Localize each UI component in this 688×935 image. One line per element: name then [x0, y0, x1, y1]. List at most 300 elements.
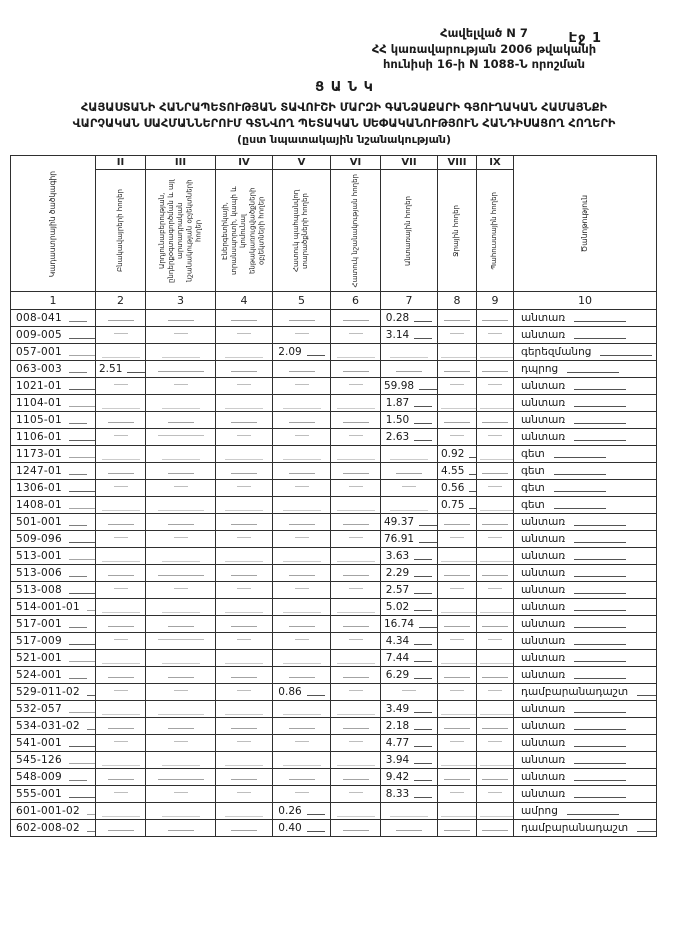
cadastral-code-cell: 521-001	[11, 650, 96, 667]
header-numeral: V	[273, 156, 331, 170]
value-cell	[216, 531, 273, 548]
column-number: 6	[331, 292, 381, 310]
table-row	[11, 378, 657, 395]
value-cell	[216, 667, 273, 684]
page-number: Էջ 1	[568, 31, 602, 46]
cadastral-code-cell: 601-001-02	[11, 803, 96, 820]
note-cell: անտառ	[514, 616, 657, 633]
value-cell: 49.37	[381, 514, 438, 531]
appendix-block	[294, 26, 674, 73]
value-cell	[331, 565, 381, 582]
value-cell	[96, 463, 146, 480]
value-cell	[146, 480, 216, 497]
value-cell	[273, 565, 331, 582]
table-row	[11, 310, 657, 327]
note-cell: անտառ	[514, 786, 657, 803]
column-number: 5	[273, 292, 331, 310]
value-cell	[216, 752, 273, 769]
value-cell	[96, 803, 146, 820]
value-cell	[331, 633, 381, 650]
header-col-8-label: Պահուստային հողեր	[490, 192, 499, 270]
value-cell	[331, 395, 381, 412]
value-cell: 0.26	[273, 803, 331, 820]
header-numeral: VIII	[438, 156, 477, 170]
value-cell	[477, 786, 514, 803]
header-col-cadastral-code	[11, 156, 96, 292]
cadastral-code-cell: 602-008-02	[11, 820, 96, 837]
table-row	[11, 361, 657, 378]
value-cell: 0.56	[438, 480, 477, 497]
value-cell	[146, 582, 216, 599]
value-cell: 3.63	[381, 548, 438, 565]
note-cell: ամրոց	[514, 803, 657, 820]
value-cell	[438, 718, 477, 735]
value-cell	[216, 582, 273, 599]
value-cell: 76.91	[381, 531, 438, 548]
value-cell	[477, 718, 514, 735]
value-cell	[146, 361, 216, 378]
value-cell	[96, 701, 146, 718]
value-cell	[438, 752, 477, 769]
table-row	[11, 718, 657, 735]
table-row	[11, 344, 657, 361]
value-cell	[438, 735, 477, 752]
value-cell	[146, 803, 216, 820]
value-cell: 3.94	[381, 752, 438, 769]
value-cell	[216, 650, 273, 667]
value-cell	[331, 361, 381, 378]
table-row	[11, 565, 657, 582]
table-row	[11, 701, 657, 718]
value-cell	[146, 514, 216, 531]
note-cell: անտառ	[514, 378, 657, 395]
value-cell	[96, 718, 146, 735]
table-row	[11, 531, 657, 548]
value-cell	[273, 548, 331, 565]
value-cell	[477, 650, 514, 667]
value-cell	[146, 616, 216, 633]
value-cell	[96, 412, 146, 429]
value-cell	[477, 395, 514, 412]
header-numeral: IV	[216, 156, 273, 170]
value-cell	[146, 344, 216, 361]
list-heading: ՑԱՆԿ	[315, 79, 380, 95]
note-cell: անտառ	[514, 565, 657, 582]
value-cell	[216, 684, 273, 701]
value-cell	[96, 548, 146, 565]
header-numeral: III	[146, 156, 216, 170]
note-cell: գետ	[514, 446, 657, 463]
value-cell	[477, 684, 514, 701]
value-cell	[381, 446, 438, 463]
value-cell: 9.42	[381, 769, 438, 786]
cadastral-code-cell: 548-009	[11, 769, 96, 786]
column-number: 4	[216, 292, 273, 310]
header-numeral: VI	[331, 156, 381, 170]
value-cell: 0.75	[438, 497, 477, 514]
value-cell	[331, 446, 381, 463]
header-col-4	[273, 170, 331, 292]
value-cell	[146, 599, 216, 616]
value-cell	[273, 327, 331, 344]
table-row	[11, 480, 657, 497]
value-cell	[146, 650, 216, 667]
table-row	[11, 820, 657, 837]
value-cell	[216, 616, 273, 633]
value-cell	[146, 667, 216, 684]
cadastral-code-cell: 1106-01	[11, 429, 96, 446]
value-cell	[216, 514, 273, 531]
value-cell	[477, 327, 514, 344]
value-cell	[477, 531, 514, 548]
cadastral-code-cell: 529-011-02	[11, 684, 96, 701]
value-cell	[331, 786, 381, 803]
table-row	[11, 548, 657, 565]
value-cell	[331, 497, 381, 514]
header-col-6	[381, 170, 438, 292]
value-cell	[438, 344, 477, 361]
cadastral-code-cell: 517-001	[11, 616, 96, 633]
value-cell: 0.92	[438, 446, 477, 463]
value-cell: 3.49	[381, 701, 438, 718]
value-cell	[331, 412, 381, 429]
table-row	[11, 650, 657, 667]
header-col-1-label: Բնակավայրերի հողեր	[115, 189, 124, 273]
header-numerals-row	[11, 156, 657, 170]
cadastral-code-cell: 514-001-01	[11, 599, 96, 616]
value-cell: 2.63	[381, 429, 438, 446]
value-cell	[477, 344, 514, 361]
value-cell	[438, 361, 477, 378]
table-row	[11, 684, 657, 701]
cadastral-code-cell: 513-008	[11, 582, 96, 599]
value-cell: 2.29	[381, 565, 438, 582]
value-cell	[438, 616, 477, 633]
value-cell	[438, 701, 477, 718]
value-cell: 1.87	[381, 395, 438, 412]
cadastral-code-cell: 1247-01	[11, 463, 96, 480]
cadastral-code-cell: 009-005	[11, 327, 96, 344]
value-cell	[216, 735, 273, 752]
value-cell	[477, 480, 514, 497]
note-cell: գետ	[514, 497, 657, 514]
value-cell	[381, 361, 438, 378]
value-cell: 0.40	[273, 820, 331, 837]
header-col-8	[477, 170, 514, 292]
value-cell	[273, 446, 331, 463]
header-col-note-label: Ծանոթություն	[580, 195, 590, 253]
table-row	[11, 395, 657, 412]
note-cell: անտառ	[514, 599, 657, 616]
cadastral-code-cell: 063-003	[11, 361, 96, 378]
note-cell: անտառ	[514, 514, 657, 531]
value-cell	[438, 667, 477, 684]
value-cell	[273, 718, 331, 735]
value-cell	[146, 548, 216, 565]
value-cell	[216, 446, 273, 463]
value-cell	[216, 327, 273, 344]
value-cell	[216, 633, 273, 650]
value-cell	[96, 429, 146, 446]
value-cell	[381, 480, 438, 497]
value-cell	[96, 310, 146, 327]
value-cell	[96, 684, 146, 701]
table-row	[11, 735, 657, 752]
note-cell: անտառ	[514, 752, 657, 769]
value-cell	[477, 582, 514, 599]
header-numeral: II	[96, 156, 146, 170]
value-cell	[477, 820, 514, 837]
header-col-cadastral-code-label: Կադաստրային ծածկագիր	[48, 170, 58, 277]
value-cell	[273, 701, 331, 718]
value-cell	[216, 395, 273, 412]
value-cell: 59.98	[381, 378, 438, 395]
note-cell: անտառ	[514, 327, 657, 344]
header-col-3-label: Էներգետիկայի, տրանսպորտի, կապի և կոմունալ ենթակառուցվածքների օբյեկտների հողեր	[221, 186, 266, 276]
value-cell	[477, 616, 514, 633]
value-cell	[216, 497, 273, 514]
value-cell	[331, 548, 381, 565]
value-cell	[273, 735, 331, 752]
value-cell	[96, 565, 146, 582]
value-cell	[477, 667, 514, 684]
note-cell: անտառ	[514, 531, 657, 548]
cadastral-code-cell: 501-001	[11, 514, 96, 531]
table-row	[11, 786, 657, 803]
value-cell	[331, 344, 381, 361]
value-cell	[477, 701, 514, 718]
header-col-2-label: Արդյունաբերության, ընդերքօգտագործման և այլ արտադրական նշանակության օբյեկտների հողեր	[157, 178, 203, 283]
value-cell	[273, 633, 331, 650]
table-row	[11, 616, 657, 633]
header-col-3	[216, 170, 273, 292]
value-cell: 3.14	[381, 327, 438, 344]
value-cell	[273, 616, 331, 633]
value-cell	[273, 531, 331, 548]
value-cell	[438, 769, 477, 786]
cadastral-code-cell: 517-009	[11, 633, 96, 650]
document-title	[0, 100, 688, 133]
table-row	[11, 803, 657, 820]
note-cell: անտառ	[514, 429, 657, 446]
header-col-note	[514, 156, 657, 292]
table-row	[11, 633, 657, 650]
header-numeral: IX	[477, 156, 514, 170]
value-cell	[438, 599, 477, 616]
value-cell	[216, 412, 273, 429]
value-cell	[331, 667, 381, 684]
value-cell	[331, 531, 381, 548]
value-cell	[331, 327, 381, 344]
cadastral-code-cell: 1306-01	[11, 480, 96, 497]
value-cell	[273, 361, 331, 378]
value-cell	[331, 684, 381, 701]
title-line-1: ՀԱՅԱՍՏԱՆԻ ՀԱՆՐԱՊԵՏՈՒԹՅԱՆ ՏԱՎՈՒՇԻ ՄԱՐԶԻ ԳԱՆՁԱՔԱՐԻ ԳՅՈՒՂԱԿԱՆ ՀԱՄԱՅՆՔԻ	[80, 100, 608, 114]
table-row	[11, 497, 657, 514]
table-row	[11, 599, 657, 616]
value-cell	[96, 769, 146, 786]
value-cell	[146, 446, 216, 463]
value-cell	[146, 820, 216, 837]
value-cell	[96, 633, 146, 650]
value-cell	[96, 582, 146, 599]
header-col-4-label: Հատուկ պահպանվող տարածքների հողեր	[292, 189, 310, 272]
value-cell	[273, 650, 331, 667]
table-row	[11, 752, 657, 769]
value-cell	[381, 820, 438, 837]
value-cell	[96, 667, 146, 684]
cadastral-code-cell: 008-041	[11, 310, 96, 327]
value-cell	[96, 616, 146, 633]
value-cell	[477, 752, 514, 769]
value-cell	[331, 599, 381, 616]
note-cell: անտառ	[514, 395, 657, 412]
cadastral-code-cell: 545-126	[11, 752, 96, 769]
value-cell	[438, 548, 477, 565]
value-cell	[331, 650, 381, 667]
value-cell	[438, 412, 477, 429]
column-number: 10	[514, 292, 657, 310]
value-cell	[381, 463, 438, 480]
value-cell	[216, 429, 273, 446]
value-cell	[146, 633, 216, 650]
value-cell	[438, 378, 477, 395]
value-cell	[273, 667, 331, 684]
value-cell	[273, 463, 331, 480]
header-col-2	[146, 170, 216, 292]
value-cell	[477, 735, 514, 752]
value-cell	[96, 327, 146, 344]
value-cell	[477, 378, 514, 395]
value-cell	[331, 378, 381, 395]
value-cell	[146, 786, 216, 803]
value-cell	[477, 803, 514, 820]
value-cell: 16.74	[381, 616, 438, 633]
value-cell	[331, 582, 381, 599]
value-cell	[273, 395, 331, 412]
value-cell	[146, 327, 216, 344]
note-cell: անտառ	[514, 633, 657, 650]
value-cell: 0.28	[381, 310, 438, 327]
value-cell	[381, 803, 438, 820]
cadastral-code-cell: 057-001	[11, 344, 96, 361]
value-cell	[146, 531, 216, 548]
value-cell: 0.86	[273, 684, 331, 701]
value-cell	[273, 497, 331, 514]
value-cell	[146, 378, 216, 395]
value-cell: 2.09	[273, 344, 331, 361]
value-cell	[96, 752, 146, 769]
value-cell	[273, 412, 331, 429]
table-row	[11, 412, 657, 429]
value-cell	[146, 565, 216, 582]
note-cell: դամբարանադաշտ	[514, 820, 657, 837]
note-cell: դամբարանադաշտ	[514, 684, 657, 701]
cadastral-code-cell: 513-001	[11, 548, 96, 565]
value-cell	[146, 769, 216, 786]
value-cell	[273, 429, 331, 446]
value-cell	[96, 735, 146, 752]
value-cell	[146, 684, 216, 701]
column-number: 8	[438, 292, 477, 310]
value-cell	[477, 565, 514, 582]
column-number: 2	[96, 292, 146, 310]
value-cell	[273, 514, 331, 531]
value-cell: 5.02	[381, 599, 438, 616]
cadastral-code-cell: 534-031-02	[11, 718, 96, 735]
note-cell: դպրոց	[514, 361, 657, 378]
value-cell	[438, 582, 477, 599]
value-cell	[216, 786, 273, 803]
cadastral-code-cell: 1173-01	[11, 446, 96, 463]
value-cell	[146, 718, 216, 735]
appendix-line-3: հունիսի 16-ի N 1088-Ն որոշման	[383, 57, 585, 72]
header-numeral: VII	[381, 156, 438, 170]
title-line-3: (ըստ նպատակային նշանակության)	[237, 133, 451, 147]
value-cell	[146, 310, 216, 327]
value-cell	[216, 599, 273, 616]
value-cell: 2.18	[381, 718, 438, 735]
value-cell	[477, 514, 514, 531]
value-cell	[216, 803, 273, 820]
title-line-2: ՎԱՐՉԱԿԱՆ ՍԱՀՄԱՆՆԵՐՈՒՄ ԳՏՆՎՈՂ ՊԵՏԱԿԱՆ ՍԵՓԱԿԱՆՈՒԹՅՈՒՆ ՀԱՆԴԻՍԱՑՈՂ ՀՈՂԵՐԻ	[72, 116, 616, 130]
header-col-7-label: Ջրային հողեր	[452, 204, 461, 257]
value-cell	[216, 769, 273, 786]
appendix-line-2: ՀՀ կառավարության 2006 թվականի	[371, 41, 597, 56]
value-cell	[146, 701, 216, 718]
value-cell	[96, 344, 146, 361]
value-cell	[273, 480, 331, 497]
value-cell	[381, 497, 438, 514]
value-cell	[477, 446, 514, 463]
value-cell	[438, 786, 477, 803]
cadastral-code-cell: 1408-01	[11, 497, 96, 514]
value-cell	[331, 429, 381, 446]
value-cell	[331, 480, 381, 497]
note-cell: գետ	[514, 463, 657, 480]
table-row	[11, 446, 657, 463]
note-cell: անտառ	[514, 412, 657, 429]
value-cell	[331, 463, 381, 480]
value-cell	[438, 650, 477, 667]
header-numbers-row	[11, 292, 657, 310]
value-cell	[438, 429, 477, 446]
value-cell	[331, 718, 381, 735]
value-cell	[273, 378, 331, 395]
value-cell: 8.33	[381, 786, 438, 803]
note-cell: անտառ	[514, 735, 657, 752]
value-cell	[438, 633, 477, 650]
value-cell	[331, 752, 381, 769]
value-cell: 6.29	[381, 667, 438, 684]
table-row	[11, 327, 657, 344]
value-cell	[216, 361, 273, 378]
column-number: 7	[381, 292, 438, 310]
table-row	[11, 667, 657, 684]
value-cell	[96, 378, 146, 395]
cadastral-code-cell: 1021-01	[11, 378, 96, 395]
value-cell	[477, 429, 514, 446]
cadastral-code-cell: 509-096	[11, 531, 96, 548]
header-col-7	[438, 170, 477, 292]
value-cell	[146, 429, 216, 446]
value-cell	[331, 735, 381, 752]
value-cell	[216, 480, 273, 497]
table-row	[11, 429, 657, 446]
value-cell	[216, 565, 273, 582]
note-cell: անտառ	[514, 650, 657, 667]
value-cell	[477, 599, 514, 616]
